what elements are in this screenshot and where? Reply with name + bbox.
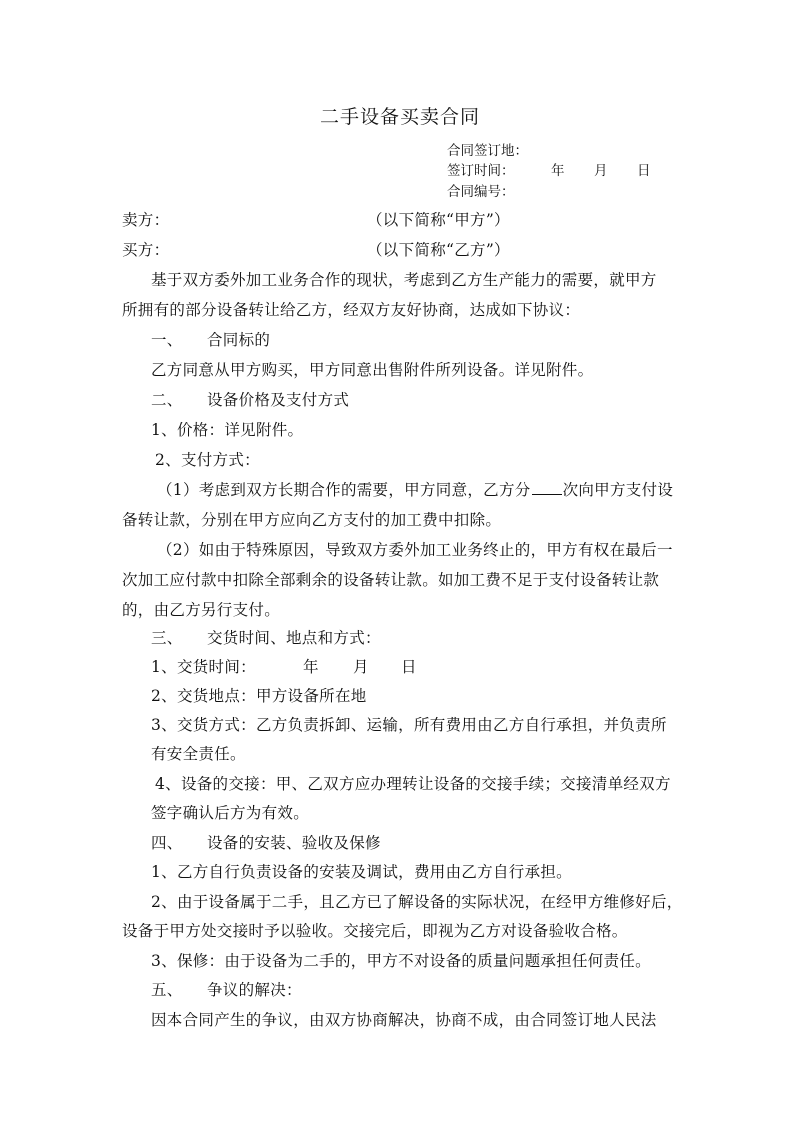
- section-5-para-1: 因本合同产生的争议，由双方协商解决，协商不成，由合同签订地人民法: [151, 1011, 657, 1029]
- delivery-year: 年: [303, 658, 319, 676]
- section-3-number: 三、: [151, 629, 183, 647]
- installments-blank: [532, 480, 562, 495]
- meta-signing-time: [447, 161, 651, 181]
- section-1-paragraph: 乙方同意从甲方购买，甲方同意出售附件所列设备。详见附件。: [151, 361, 594, 379]
- section-4-para-2-line-1: 2、由于设备属于二手，且乙方已了解设备的实际状况，在经甲方维修好后，: [151, 893, 683, 911]
- handover-line-1: 4、设备的交接：甲、乙双方应办理转让设备的交接手续；交接清单经双方: [155, 775, 671, 793]
- section-4-title: 设备的安装、验收及保修: [207, 834, 381, 852]
- delivery-time-label: 1、交货时间：: [151, 658, 256, 676]
- section-1-number: 一、: [151, 331, 183, 349]
- section-2-payment: 2、支付方式：: [155, 451, 260, 469]
- handover-line-2: 签字确认后方为有效。: [151, 804, 310, 822]
- meta-day: 日: [637, 163, 651, 179]
- seller-note: （以下简称“甲方”）: [367, 211, 510, 229]
- delivery-day: 日: [401, 658, 417, 676]
- document-title: 二手设备买卖合同: [319, 106, 480, 128]
- section-2-para-1-line-1: [157, 478, 673, 500]
- delivery-month: 月: [353, 658, 369, 676]
- section-5-title: 争议的解决：: [207, 981, 302, 999]
- para-1-post: 次向甲方支付设: [562, 481, 674, 499]
- intro-line-2: 所拥有的部分设备转让给乙方，经双方友好协商，达成如下协议：: [122, 301, 581, 319]
- intro-line-1: 基于双方委外加工业务合作的现状，考虑到乙方生产能力的需要，就甲方: [151, 271, 657, 289]
- section-3-title: 交货时间、地点和方式：: [207, 629, 381, 647]
- meta-contract-number: 合同编号：: [447, 184, 515, 200]
- section-2-price: 1、价格：详见附件。: [151, 421, 304, 439]
- section-5-number: 五、: [151, 981, 183, 999]
- buyer-note: （以下简称“乙方”）: [367, 241, 510, 259]
- section-4-number: 四、: [151, 834, 183, 852]
- section-2-para-1-line-2: 备转让款，分别在甲方应向乙方支付的加工费中扣除。: [122, 511, 502, 529]
- meta-year: 年: [551, 163, 565, 179]
- delivery-place: 2、交货地点：甲方设备所在地: [151, 687, 367, 705]
- section-4-para-1: 1、乙方自行负责设备的安装及调试，费用由乙方自行承担。: [151, 863, 572, 881]
- seller-label: 卖方：: [122, 211, 170, 229]
- delivery-way-line-2: 有安全责任。: [151, 745, 246, 763]
- section-2-title: 设备价格及支付方式: [207, 391, 350, 409]
- section-2-para-2-line-1: （2）如由于特殊原因，导致双方委外加工业务终止的，甲方有权在最后一: [157, 541, 673, 559]
- section-4-para-2-line-2: 设备于甲方处交接时予以验收。交接完后，即视为乙方对设备验收合格。: [122, 922, 628, 940]
- section-4-para-3: 3、保修：由于设备为二手的，甲方不对设备的质量问题承担任何责任。: [151, 952, 651, 970]
- section-2-para-2-line-2: 次加工应付款中扣除全部剩余的设备转让款。如加工费不足于支付设备转让款: [122, 571, 660, 589]
- meta-month: 月: [594, 163, 608, 179]
- meta-time-label: 签订时间：: [447, 163, 515, 179]
- section-1-title: 合同标的: [207, 331, 271, 349]
- delivery-time: [151, 655, 417, 677]
- section-2-para-2-line-3: 的，由乙方另行支付。: [122, 601, 281, 619]
- section-2-number: 二、: [151, 391, 183, 409]
- buyer-label: 买方：: [122, 241, 170, 259]
- delivery-way-line-1: 3、交货方式：乙方负责拆卸、运输，所有费用由乙方自行承担，并负责所: [151, 716, 667, 734]
- para-1-pre: （1）考虑到双方长期合作的需要，甲方同意，乙方分: [157, 481, 531, 499]
- meta-signing-place: 合同签订地：: [447, 143, 528, 159]
